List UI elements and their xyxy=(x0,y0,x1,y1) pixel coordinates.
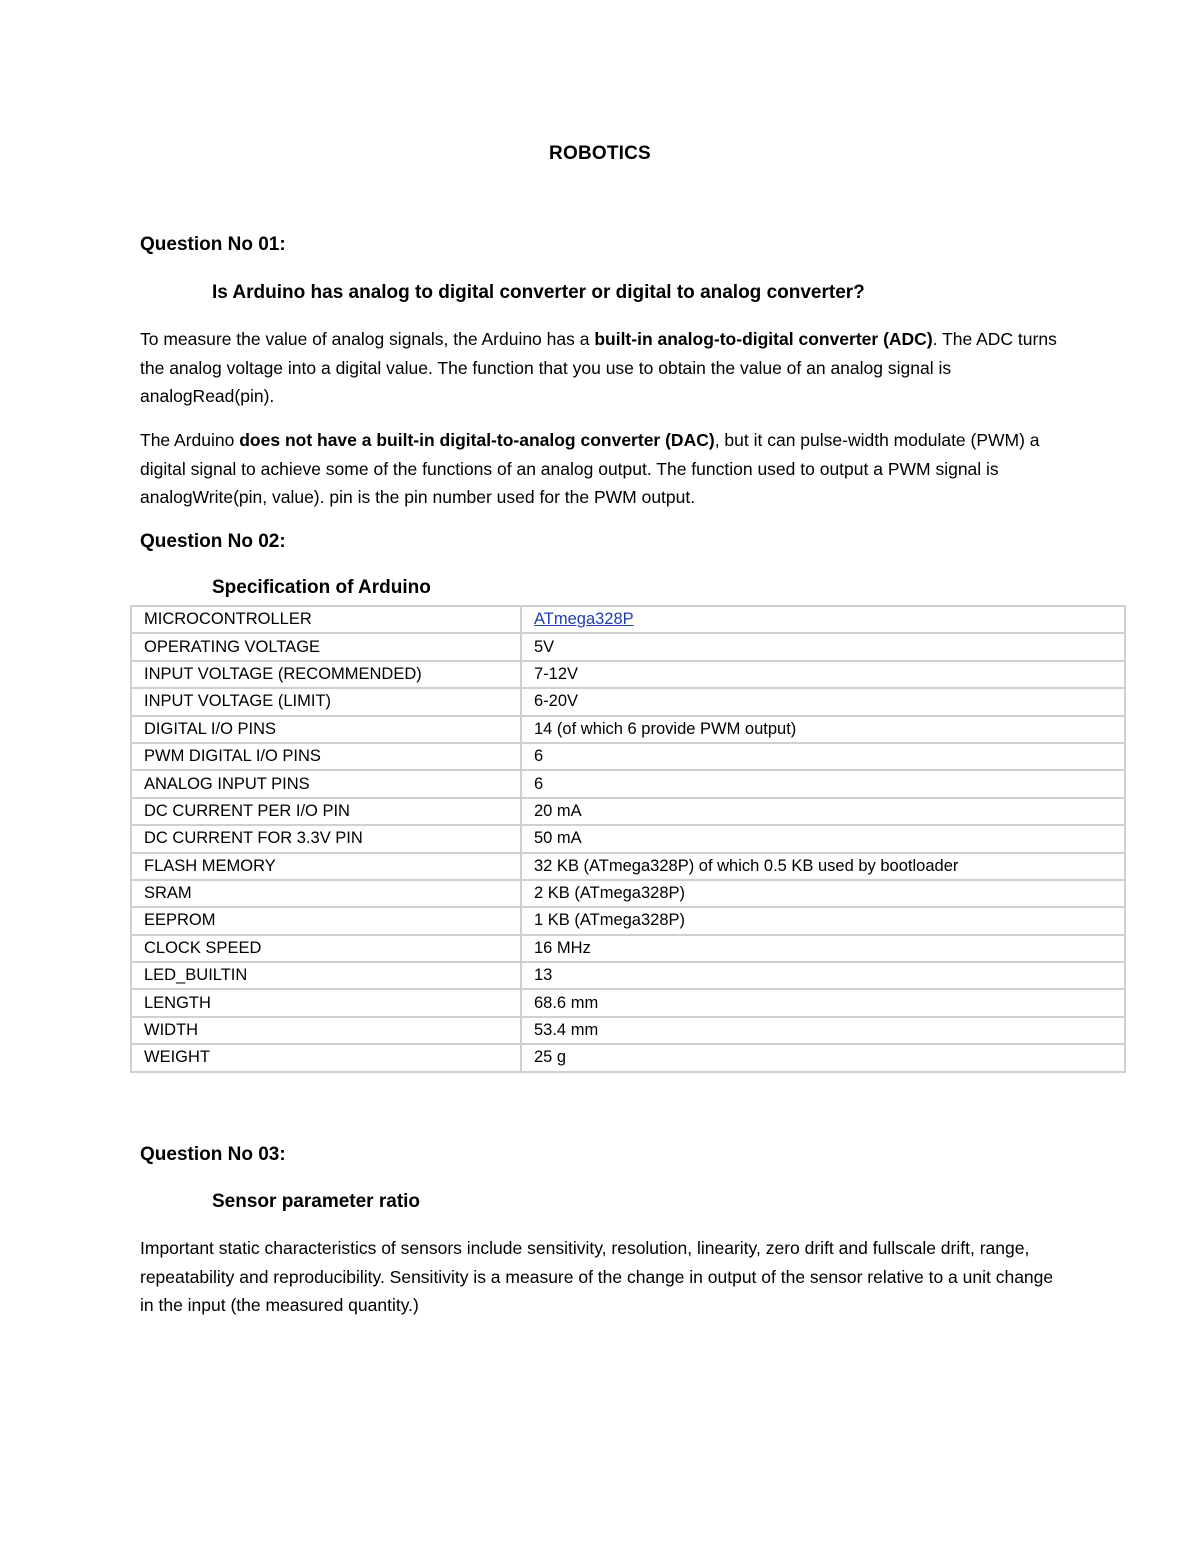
table-row xyxy=(131,989,1125,1016)
question-1-heading: Question No 01: xyxy=(140,234,286,255)
paragraph-emphasis: does not have a built-in digital-to-analog converter (DAC) xyxy=(239,430,715,450)
spec-value: 6-20V xyxy=(521,688,1125,715)
paragraph-text: The Arduino xyxy=(140,430,240,450)
table-row xyxy=(131,633,1125,660)
spec-value xyxy=(521,606,1125,633)
spec-value: 14 (of which 6 provide PWM output) xyxy=(521,716,1125,743)
table-row xyxy=(131,606,1125,633)
table-row xyxy=(131,661,1125,688)
arduino-spec-table xyxy=(130,605,1126,1073)
question-3-subheading: Sensor parameter ratio xyxy=(212,1191,421,1212)
spec-value: 50 mA xyxy=(521,825,1125,852)
spec-key: EEPROM xyxy=(131,907,521,934)
spec-value: 13 xyxy=(521,962,1125,989)
spec-key: WIDTH xyxy=(131,1017,521,1044)
spec-key: DC CURRENT PER I/O PIN xyxy=(131,798,521,825)
spec-value: 20 mA xyxy=(521,798,1125,825)
spec-value: 2 KB (ATmega328P) xyxy=(521,880,1125,907)
question-3-paragraph: Important static characteristics of sensors include sensitivity, resolution, linearity, zero drift and fullscale drift, range, repeatability and reproducibility. Sensitivity is a measure of the change in output of the sensor relative to a unit change in the input (the measured quantity.) xyxy=(140,1238,1054,1315)
spec-key: WEIGHT xyxy=(131,1044,521,1071)
question-2-heading: Question No 02: xyxy=(140,531,286,552)
spec-key: DIGITAL I/O PINS xyxy=(131,716,521,743)
spec-key: SRAM xyxy=(131,880,521,907)
spec-value: 16 MHz xyxy=(521,935,1125,962)
question-2-subheading: Specification of Arduino xyxy=(212,577,431,598)
spec-key: DC CURRENT FOR 3.3V PIN xyxy=(131,825,521,852)
spec-value: 1 KB (ATmega328P) xyxy=(521,907,1125,934)
table-row xyxy=(131,798,1125,825)
spec-key: MICROCONTROLLER xyxy=(131,606,521,633)
spec-key: PWM DIGITAL I/O PINS xyxy=(131,743,521,770)
table-row xyxy=(131,770,1125,797)
document-title: ROBOTICS xyxy=(549,143,651,164)
paragraph-emphasis: built-in analog-to-digital converter (ADC) xyxy=(594,329,933,349)
spec-key: LENGTH xyxy=(131,989,521,1016)
table-row xyxy=(131,825,1125,852)
table-row xyxy=(131,716,1125,743)
paragraph-text: . The ADC turns the analog voltage into a digital value. The function that you use to obtain the value of an analog signal is analogRead(pin). xyxy=(140,329,1057,406)
spec-key: INPUT VOLTAGE (RECOMMENDED) xyxy=(131,661,521,688)
table-row xyxy=(131,907,1125,934)
table-row xyxy=(131,853,1125,880)
table-row xyxy=(131,935,1125,962)
table-row xyxy=(131,880,1125,907)
paragraph-text: To measure the value of analog signals, the Arduino has a xyxy=(140,329,595,349)
paragraph-text: , but it can pulse-width modulate (PWM) a digital signal to achieve some of the functions of an analog output. The function used to output a PWM signal is analogWrite(pin, value). pin is the pin number used for the PWM output. xyxy=(140,430,1040,507)
table-row xyxy=(131,743,1125,770)
spec-value: 6 xyxy=(521,770,1125,797)
spec-key: LED_BUILTIN xyxy=(131,962,521,989)
spec-value: 6 xyxy=(521,743,1125,770)
spec-value: 25 g xyxy=(521,1044,1125,1071)
spec-key: INPUT VOLTAGE (LIMIT) xyxy=(131,688,521,715)
atmega328p-link[interactable]: ATmega328P xyxy=(534,610,634,629)
question-1-answer-paragraph-2 xyxy=(140,426,1065,512)
spec-value: 5V xyxy=(521,633,1125,660)
spec-value: 53.4 mm xyxy=(521,1017,1125,1044)
spec-key: ANALOG INPUT PINS xyxy=(131,770,521,797)
question-1-answer-paragraph-1 xyxy=(140,325,1065,411)
table-row xyxy=(131,688,1125,715)
spec-key: OPERATING VOLTAGE xyxy=(131,633,521,660)
table-row xyxy=(131,1017,1125,1044)
spec-value: 68.6 mm xyxy=(521,989,1125,1016)
spec-value: 32 KB (ATmega328P) of which 0.5 KB used by bootloader xyxy=(521,853,1125,880)
question-3-heading: Question No 03: xyxy=(140,1144,286,1165)
question-1-text: Is Arduino has analog to digital converter or digital to analog converter? xyxy=(212,282,865,303)
table-row xyxy=(131,962,1125,989)
table-row xyxy=(131,1044,1125,1071)
spec-key: CLOCK SPEED xyxy=(131,935,521,962)
spec-key: FLASH MEMORY xyxy=(131,853,521,880)
spec-value: 7-12V xyxy=(521,661,1125,688)
